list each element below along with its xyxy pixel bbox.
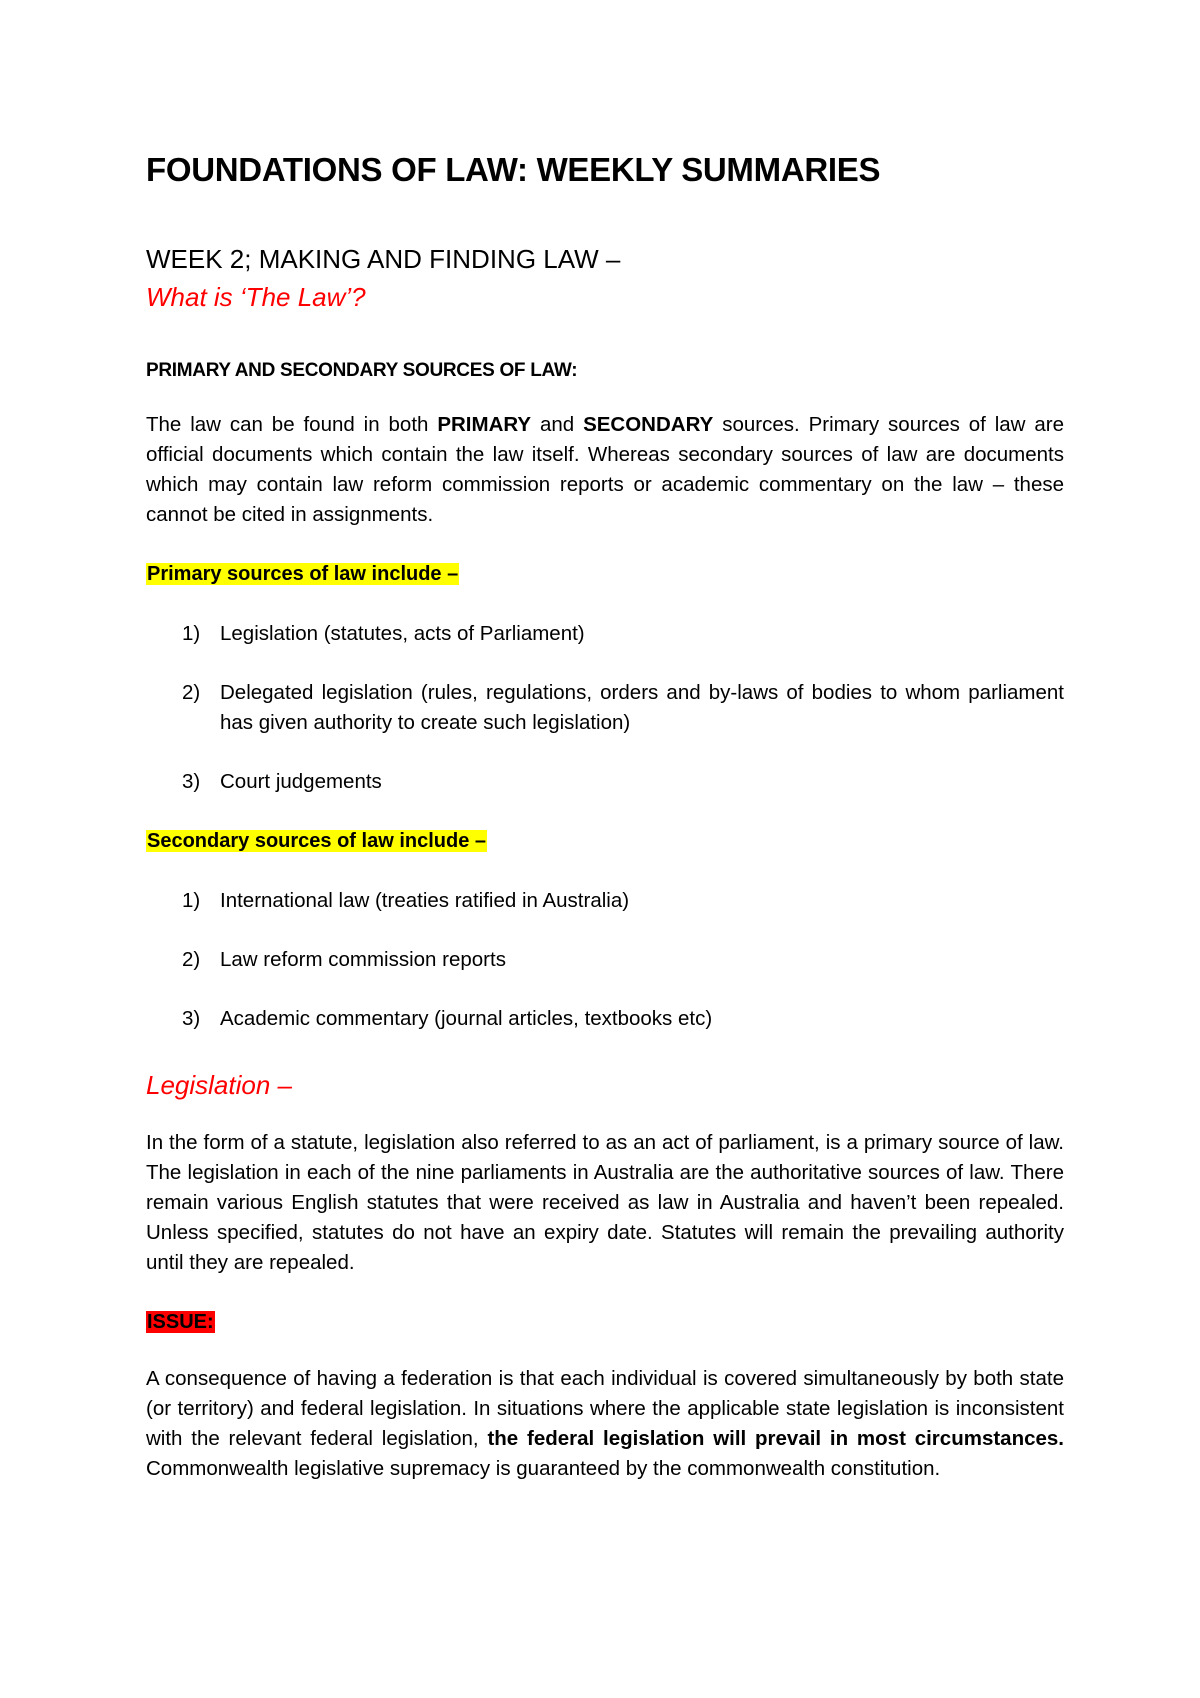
legislation-paragraph: In the form of a statute, legislation also referred to as an act of parliament, is a primary source of law. The legislation in each of the nine parliaments in Australia are the authoritative sources of law. There remain various English statutes that were received as law in Australia and haven’t been repealed. Unless specified, statutes do not have an expiry date. Statutes will remain the prevailing authority until they are repealed. — [146, 1131, 1064, 1274]
intro-text-1: The law can be found in both — [146, 413, 438, 436]
primary-sources-list — [146, 619, 1064, 797]
list-item-number: 3) — [182, 1007, 201, 1030]
intro-text-2: and — [531, 413, 584, 436]
list-item-text: Delegated legislation (rules, regulations, orders and by-laws of bodies to whom parliament has given authority to create such legislation) — [220, 681, 1064, 734]
list-item-number: 1) — [182, 889, 201, 912]
document-content — [146, 150, 1064, 1484]
list-item — [146, 1004, 1064, 1034]
week-heading: WEEK 2; MAKING AND FINDING LAW – — [146, 244, 621, 274]
intro-bold-primary: PRIMARY — [437, 413, 532, 436]
secondary-sources-list — [146, 886, 1064, 1034]
secondary-sources-heading: Secondary sources of law include – — [147, 830, 487, 852]
list-item-text: Academic commentary (journal articles, textbooks etc) — [220, 1007, 713, 1030]
issue-label-line — [146, 1308, 1064, 1338]
issue-label: ISSUE: — [147, 1311, 214, 1333]
list-item-number: 2) — [182, 681, 201, 704]
intro-paragraph — [146, 410, 1064, 530]
list-item-text: Law reform commission reports — [220, 948, 506, 971]
issue-text-1: A consequence of having a federation is that each individual is covered simultaneously by both state (or territory) and federal legislation. In situations where the applicable state legislation is inconsistent with the relevant federal legislation, — [146, 1367, 1064, 1450]
issue-bold-text: the federal legislation will prevail in most circumstances. — [487, 1427, 1064, 1450]
sources-heading: PRIMARY AND SECONDARY SOURCES OF LAW: — [146, 360, 578, 381]
list-item — [146, 886, 1064, 916]
document-title: FOUNDATIONS OF LAW: WEEKLY SUMMARIES — [146, 151, 881, 188]
issue-paragraph — [146, 1364, 1064, 1484]
list-item-number: 1) — [182, 622, 201, 645]
list-item — [146, 945, 1064, 975]
primary-sources-heading: Primary sources of law include – — [147, 563, 459, 585]
week-subheading: What is ‘The Law’? — [146, 282, 366, 312]
list-item — [146, 767, 1064, 797]
list-item-text: Legislation (statutes, acts of Parliament) — [220, 622, 585, 645]
list-item — [146, 619, 1064, 649]
intro-bold-secondary: SECONDARY — [583, 413, 714, 436]
secondary-heading-line — [146, 827, 1064, 857]
list-item-number: 2) — [182, 948, 201, 971]
issue-text-2: Commonwealth legislative supremacy is guaranteed by the commonwealth constitution. — [146, 1457, 941, 1480]
primary-heading-line — [146, 560, 1064, 590]
list-item-text: International law (treaties ratified in Australia) — [220, 889, 630, 912]
list-item-number: 3) — [182, 770, 201, 793]
intro-text-3: sources. Primary sources of law are official documents which contain the law itself. Whereas secondary sources of law are documents which may contain law reform commission reports or academic commentary on the law – these cannot be cited in assignments. — [146, 413, 1064, 526]
list-item-text: Court judgements — [220, 770, 382, 793]
list-item — [146, 678, 1064, 738]
legislation-heading: Legislation – — [146, 1070, 292, 1100]
